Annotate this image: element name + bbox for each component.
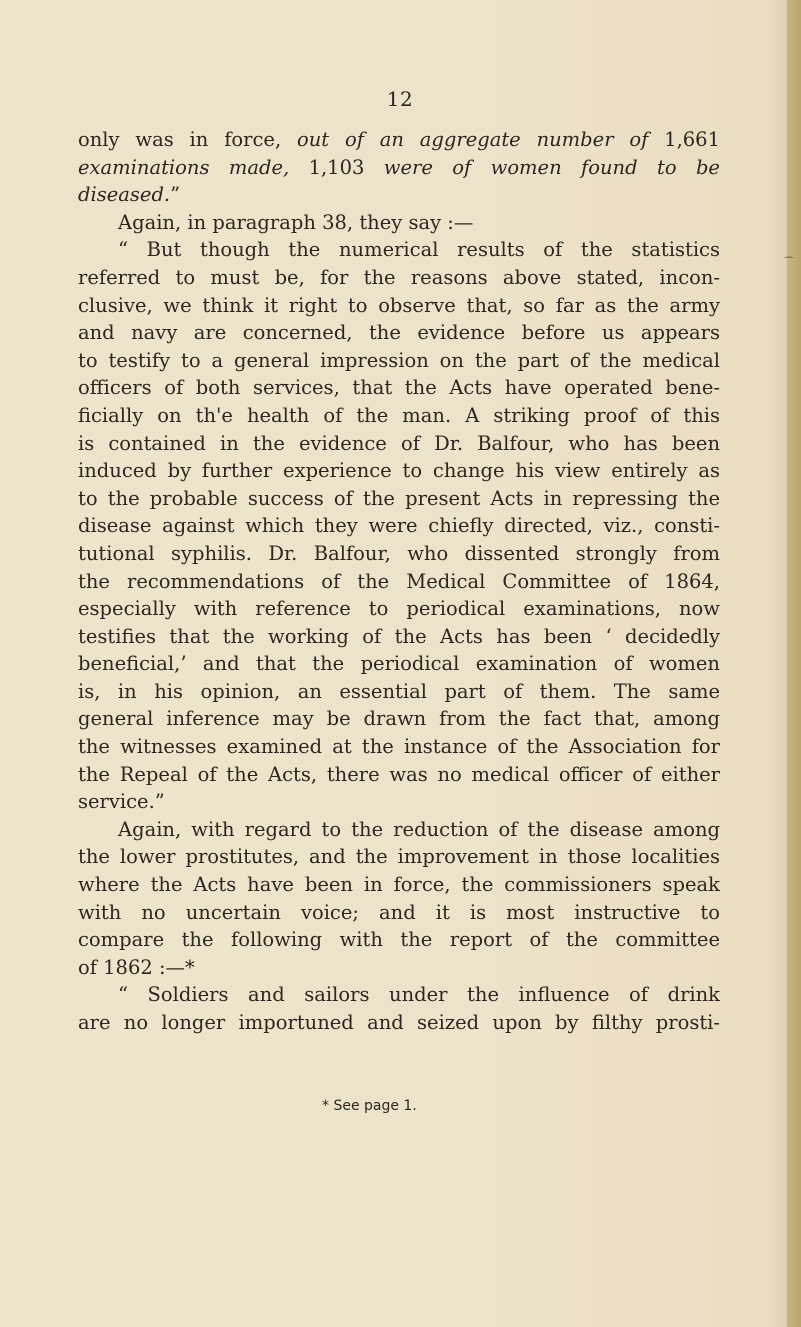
text-span: compare the following with the report of the committee <box>78 928 720 952</box>
text-line <box>78 981 720 1009</box>
text-line <box>78 154 720 182</box>
text-span: diseased. <box>78 183 171 207</box>
text-span: out of an aggregate number of <box>296 128 665 151</box>
text-line <box>78 347 720 375</box>
text-span: of 1862 :—* <box>78 955 195 979</box>
text-span: where the Acts have been in force, the commissioners speak <box>78 873 720 897</box>
body-text <box>78 126 720 1037</box>
text-line <box>78 871 720 899</box>
text-line <box>78 209 720 237</box>
text-line <box>78 816 720 844</box>
text-line <box>78 788 720 816</box>
text-span: is contained in the evidence of Dr. Balfour, who has been <box>78 431 720 455</box>
text-line <box>78 319 720 347</box>
text-line <box>78 899 720 927</box>
text-span: induced by further experience to change his view entirely as <box>78 459 720 483</box>
text-line <box>78 374 720 402</box>
text-span: were of women found to be <box>383 155 720 179</box>
text-line <box>78 1009 720 1037</box>
text-line <box>78 540 720 568</box>
text-line <box>78 705 720 733</box>
text-span: 1,661 <box>664 128 720 151</box>
text-span: with no uncertain voice; and it is most instructive to <box>78 900 720 924</box>
text-span: to the probable success of the present Acts in repressing the <box>78 486 720 510</box>
text-span: ficially on th'e health of the man. A striking proof of this <box>78 403 720 427</box>
text-span: 1,103 <box>308 155 384 179</box>
text-span: the witnesses examined at the instance of the Association for <box>78 735 720 759</box>
page-number: 12 <box>386 87 414 111</box>
text-line <box>78 733 720 761</box>
text-line <box>78 623 720 651</box>
text-line <box>78 485 720 513</box>
text-span: testifies that the working of the Acts has been ‘ decidedly <box>78 624 720 648</box>
text-span: general inference may be drawn from the fact that, among <box>78 707 720 731</box>
text-span: ” <box>170 183 181 207</box>
text-line <box>78 512 720 540</box>
text-line <box>78 181 720 209</box>
text-line <box>78 678 720 706</box>
text-line <box>78 430 720 458</box>
text-span: Again, with regard to the reduction of the disease among <box>118 817 720 841</box>
text-line <box>78 926 720 954</box>
text-line <box>78 568 720 596</box>
text-span: officers of both services, that the Acts have operated bene- <box>78 376 720 400</box>
text-span: is, in his opinion, an essential part of them. The same <box>78 679 720 703</box>
footnote: * See page 1. <box>322 1098 417 1114</box>
text-span: the recommendations of the Medical Committee of 1864, <box>78 569 720 593</box>
margin-mark: ⁀ <box>784 258 793 269</box>
text-line <box>78 402 720 430</box>
text-span: clusive, we think it right to observe that, so far as the army <box>78 293 720 317</box>
text-line <box>78 292 720 320</box>
text-span: beneficial,’ and that the periodical examination of women <box>78 652 720 676</box>
text-line <box>78 264 720 292</box>
text-span: especially with reference to periodical examinations, now <box>78 597 720 621</box>
text-span: and navy are concerned, the evidence before us appears <box>78 321 720 345</box>
text-line <box>78 954 720 982</box>
text-line <box>78 126 720 154</box>
text-span: to testify to a general impression on the part of the medical <box>78 348 720 372</box>
text-span: the Repeal of the Acts, there was no medical officer of either <box>78 762 720 786</box>
text-line <box>78 236 720 264</box>
text-line <box>78 595 720 623</box>
text-span: Again, in paragraph 38, they say :— <box>118 210 474 234</box>
text-span: service.” <box>78 790 165 814</box>
text-line <box>78 457 720 485</box>
text-span: referred to must be, for the reasons above stated, incon- <box>78 265 720 289</box>
text-span: “ But though the numerical results of the statistics <box>118 238 720 262</box>
text-span: disease against which they were chiefly directed, viz., consti- <box>78 514 720 538</box>
text-line <box>78 843 720 871</box>
text-span: tutional syphilis. Dr. Balfour, who dissented strongly from <box>78 541 720 565</box>
text-span: the lower prostitutes, and the improvement in those localities <box>78 845 720 869</box>
text-span: only was in force, <box>78 128 297 151</box>
text-span: examinations made, <box>78 155 309 179</box>
page-edge <box>784 0 801 1327</box>
text-span: “ Soldiers and sailors under the influence of drink <box>118 983 720 1007</box>
text-line <box>78 761 720 789</box>
text-span: are no longer importuned and seized upon by filthy prosti- <box>78 1011 720 1034</box>
text-line <box>78 650 720 678</box>
